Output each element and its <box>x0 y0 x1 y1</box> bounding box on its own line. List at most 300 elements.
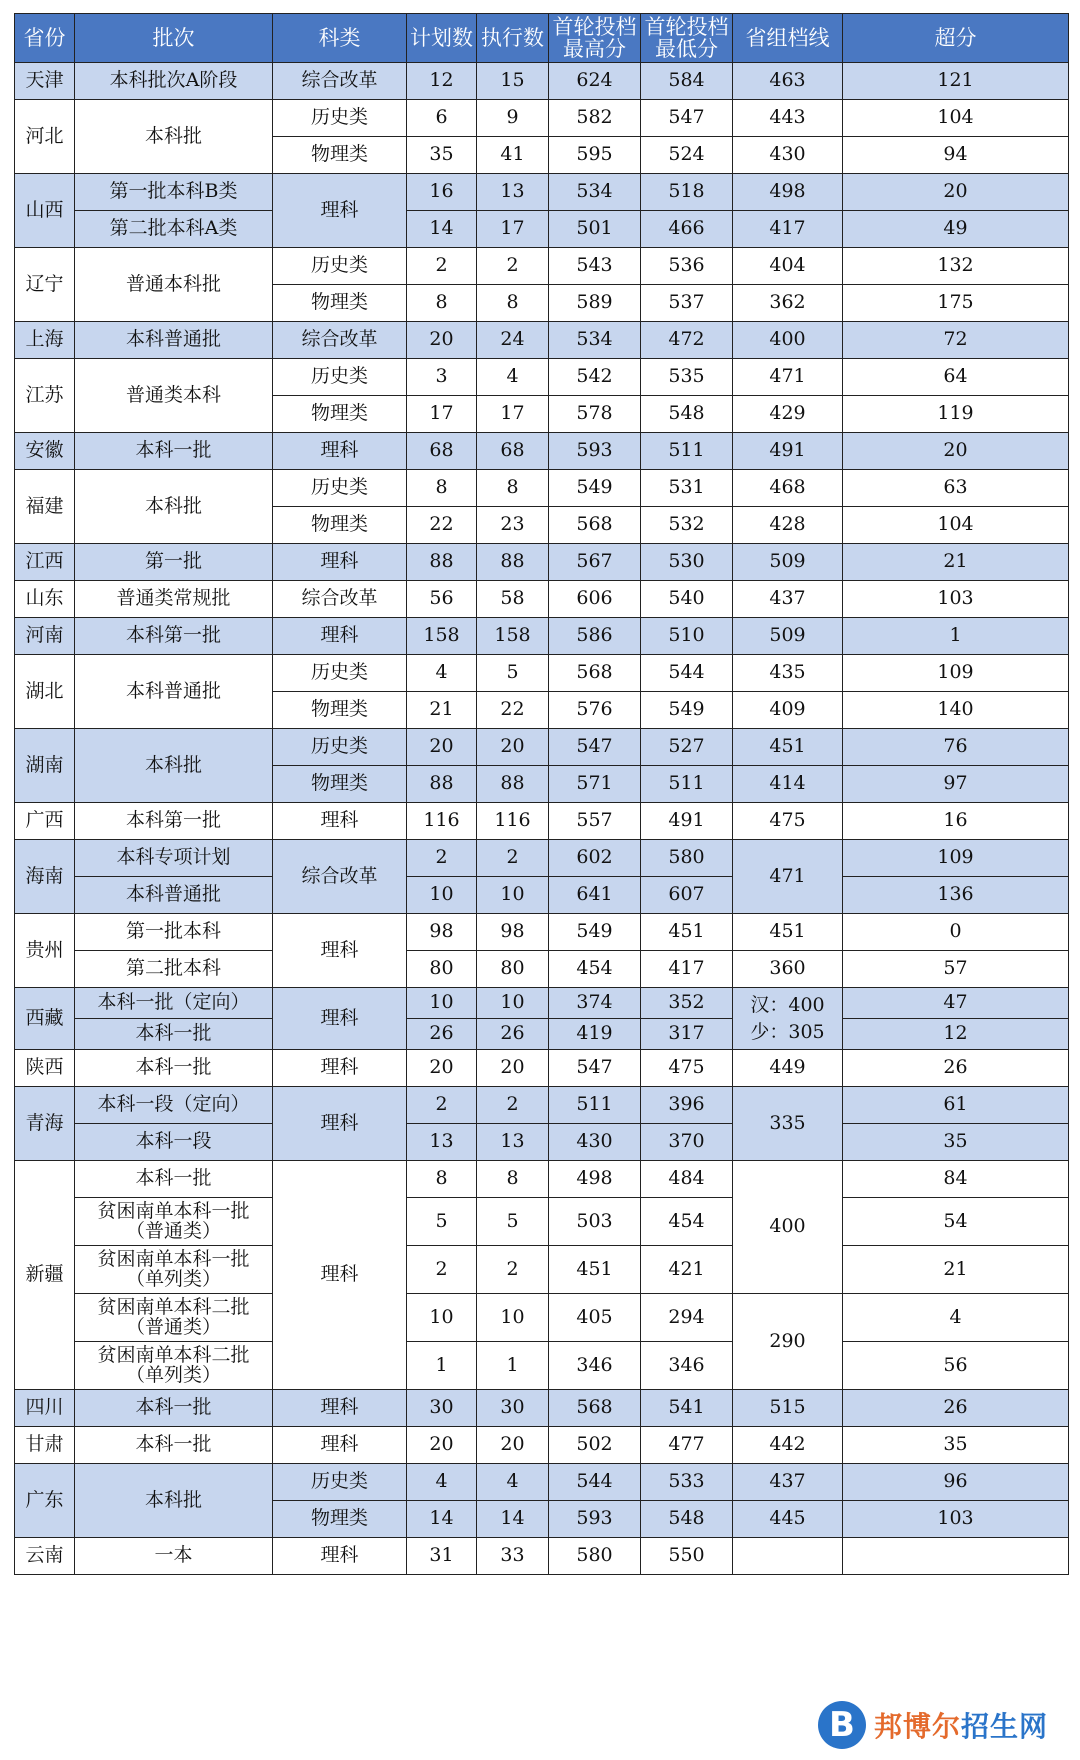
cell-plan: 80 <box>407 951 477 988</box>
cell-over: 12 <box>843 1019 1069 1050</box>
table-row <box>15 1050 1069 1087</box>
cell-batch: 本科第一批 <box>75 618 273 655</box>
cell-batch <box>75 1342 273 1390</box>
cell-min: 536 <box>641 248 733 285</box>
cell-exec: 15 <box>477 63 549 100</box>
cell-batch: 本科一批 <box>75 1390 273 1427</box>
cell-max: 593 <box>549 1501 641 1538</box>
cell-batch <box>75 1246 273 1294</box>
cell-max: 542 <box>549 359 641 396</box>
cell-exec: 23 <box>477 507 549 544</box>
cell-plan: 13 <box>407 1124 477 1161</box>
cell-max: 503 <box>549 1198 641 1246</box>
cell-plan: 4 <box>407 655 477 692</box>
cell-line: 360 <box>733 951 843 988</box>
cell-province: 湖北 <box>15 655 75 729</box>
cell-exec: 14 <box>477 1501 549 1538</box>
cell-line: 335 <box>733 1087 843 1161</box>
cell-min: 549 <box>641 692 733 729</box>
cell-exec: 13 <box>477 1124 549 1161</box>
cell-min: 491 <box>641 803 733 840</box>
cell-province: 福建 <box>15 470 75 544</box>
cell-over: 94 <box>843 137 1069 174</box>
cell-plan: 8 <box>407 470 477 507</box>
cell-over: 20 <box>843 174 1069 211</box>
cell-province: 河北 <box>15 100 75 174</box>
cell-exec: 20 <box>477 1050 549 1087</box>
cell-exec: 22 <box>477 692 549 729</box>
cell-min: 454 <box>641 1198 733 1246</box>
cell-min: 472 <box>641 322 733 359</box>
cell-line: 509 <box>733 544 843 581</box>
cell-exec: 158 <box>477 618 549 655</box>
cell-over: 26 <box>843 1390 1069 1427</box>
cell-exec: 9 <box>477 100 549 137</box>
watermark <box>818 1696 1068 1754</box>
cell-batch: 本科批 <box>75 729 273 803</box>
cell-batch: 普通类常规批 <box>75 581 273 618</box>
cell-plan: 4 <box>407 1464 477 1501</box>
cell-subject: 物理类 <box>273 766 407 803</box>
watermark-logo-icon: B <box>818 1701 866 1749</box>
cell-min: 352 <box>641 988 733 1019</box>
cell-province: 江苏 <box>15 359 75 433</box>
watermark-suffix: 招生网 <box>961 1710 1049 1743</box>
cell-plan: 22 <box>407 507 477 544</box>
cell-over <box>843 1538 1069 1575</box>
table-row <box>15 1464 1069 1501</box>
cell-over: 0 <box>843 914 1069 951</box>
cell-exec: 10 <box>477 1294 549 1342</box>
cell-over: 20 <box>843 433 1069 470</box>
cell-over: 49 <box>843 211 1069 248</box>
cell-over: 109 <box>843 840 1069 877</box>
cell-subject: 物理类 <box>273 507 407 544</box>
cell-min: 535 <box>641 359 733 396</box>
cell-over: 57 <box>843 951 1069 988</box>
table-row <box>15 1427 1069 1464</box>
cell-plan: 21 <box>407 692 477 729</box>
table-row <box>15 211 1069 248</box>
cell-batch: 本科一段（定向） <box>75 1087 273 1124</box>
cell-plan: 2 <box>407 1246 477 1294</box>
cell-plan: 10 <box>407 1294 477 1342</box>
cell-batch: 本科一批 <box>75 1427 273 1464</box>
cell-subject: 物理类 <box>273 285 407 322</box>
cell-subject: 历史类 <box>273 100 407 137</box>
table-row <box>15 581 1069 618</box>
header-over: 超分 <box>843 14 1069 63</box>
table-row <box>15 470 1069 507</box>
cell-batch: 本科批 <box>75 470 273 544</box>
cell-batch: 本科一批 <box>75 1019 273 1050</box>
header-province: 省份 <box>15 14 75 63</box>
cell-plan: 5 <box>407 1198 477 1246</box>
cell-max: 580 <box>549 1538 641 1575</box>
cell-line: 445 <box>733 1501 843 1538</box>
cell-exec: 5 <box>477 1198 549 1246</box>
cell-line-han: 汉：400 <box>750 993 825 1016</box>
cell-batch: 第二批本科 <box>75 951 273 988</box>
table-row <box>15 914 1069 951</box>
cell-max: 624 <box>549 63 641 100</box>
cell-min: 530 <box>641 544 733 581</box>
cell-plan: 3 <box>407 359 477 396</box>
cell-plan: 88 <box>407 544 477 581</box>
cell-over: 97 <box>843 766 1069 803</box>
cell-min: 547 <box>641 100 733 137</box>
header-max: 首轮投档最高分 <box>549 14 641 63</box>
cell-max: 547 <box>549 729 641 766</box>
cell-max: 586 <box>549 618 641 655</box>
cell-over: 103 <box>843 1501 1069 1538</box>
table-row <box>15 174 1069 211</box>
cell-province: 山东 <box>15 581 75 618</box>
cell-min: 580 <box>641 840 733 877</box>
cell-over: 35 <box>843 1124 1069 1161</box>
cell-exec: 2 <box>477 1087 549 1124</box>
cell-batch: 本科普通批 <box>75 877 273 914</box>
cell-batch: 本科一批 <box>75 1161 273 1198</box>
table-row <box>15 1294 1069 1342</box>
table-row <box>15 618 1069 655</box>
cell-max: 606 <box>549 581 641 618</box>
cell-over: 4 <box>843 1294 1069 1342</box>
cell-batch: 本科一批 <box>75 433 273 470</box>
cell-over: 47 <box>843 988 1069 1019</box>
admission-table-wrapper <box>14 13 1068 1575</box>
cell-max: 501 <box>549 211 641 248</box>
cell-exec: 88 <box>477 766 549 803</box>
cell-exec: 8 <box>477 470 549 507</box>
cell-plan: 88 <box>407 766 477 803</box>
cell-min: 527 <box>641 729 733 766</box>
table-row <box>15 951 1069 988</box>
watermark-text <box>874 1705 1048 1745</box>
cell-subject: 理科 <box>273 1538 407 1575</box>
cell-max: 534 <box>549 174 641 211</box>
cell-min: 511 <box>641 766 733 803</box>
cell-max: 568 <box>549 507 641 544</box>
cell-exec: 8 <box>477 285 549 322</box>
table-row <box>15 63 1069 100</box>
cell-min: 477 <box>641 1427 733 1464</box>
cell-over: 121 <box>843 63 1069 100</box>
cell-over: 140 <box>843 692 1069 729</box>
cell-line: 443 <box>733 100 843 137</box>
cell-exec: 5 <box>477 655 549 692</box>
cell-min: 532 <box>641 507 733 544</box>
cell-line: 468 <box>733 470 843 507</box>
cell-subject: 物理类 <box>273 692 407 729</box>
cell-exec: 17 <box>477 396 549 433</box>
cell-min: 548 <box>641 396 733 433</box>
cell-min: 548 <box>641 1501 733 1538</box>
cell-province: 广西 <box>15 803 75 840</box>
cell-max: 578 <box>549 396 641 433</box>
cell-line: 437 <box>733 1464 843 1501</box>
cell-province: 安徽 <box>15 433 75 470</box>
cell-province: 新疆 <box>15 1161 75 1390</box>
cell-plan: 10 <box>407 988 477 1019</box>
cell-plan: 6 <box>407 100 477 137</box>
cell-min: 421 <box>641 1246 733 1294</box>
cell-subject: 综合改革 <box>273 581 407 618</box>
cell-batch: 本科批 <box>75 1464 273 1538</box>
cell-max: 419 <box>549 1019 641 1050</box>
cell-over: 76 <box>843 729 1069 766</box>
cell-plan: 116 <box>407 803 477 840</box>
cell-line: 404 <box>733 248 843 285</box>
cell-over: 64 <box>843 359 1069 396</box>
cell-min: 451 <box>641 914 733 951</box>
cell-line: 437 <box>733 581 843 618</box>
cell-line-shao: 少：305 <box>750 1020 825 1043</box>
cell-plan: 2 <box>407 248 477 285</box>
cell-plan: 1 <box>407 1342 477 1390</box>
cell-plan: 14 <box>407 1501 477 1538</box>
header-subject: 科类 <box>273 14 407 63</box>
table-row <box>15 248 1069 285</box>
table-row <box>15 988 1069 1019</box>
table-row <box>15 100 1069 137</box>
cell-over: 136 <box>843 877 1069 914</box>
cell-over: 132 <box>843 248 1069 285</box>
cell-line <box>733 1538 843 1575</box>
cell-line: 428 <box>733 507 843 544</box>
cell-subject: 理科 <box>273 988 407 1050</box>
cell-max: 451 <box>549 1246 641 1294</box>
cell-over: 72 <box>843 322 1069 359</box>
cell-province: 山西 <box>15 174 75 248</box>
cell-min: 550 <box>641 1538 733 1575</box>
cell-max: 589 <box>549 285 641 322</box>
cell-plan: 158 <box>407 618 477 655</box>
cell-line: 290 <box>733 1294 843 1390</box>
cell-over: 35 <box>843 1427 1069 1464</box>
cell-line: 491 <box>733 433 843 470</box>
cell-line: 442 <box>733 1427 843 1464</box>
cell-batch-line2: （单列类） <box>125 1363 221 1386</box>
cell-province: 贵州 <box>15 914 75 988</box>
cell-exec: 4 <box>477 359 549 396</box>
cell-max: 593 <box>549 433 641 470</box>
cell-min: 537 <box>641 285 733 322</box>
header-line: 省组档线 <box>733 14 843 63</box>
cell-line: 451 <box>733 729 843 766</box>
cell-over: 84 <box>843 1161 1069 1198</box>
admission-score-table <box>14 13 1069 1575</box>
cell-subject: 理科 <box>273 433 407 470</box>
cell-province: 辽宁 <box>15 248 75 322</box>
cell-max: 454 <box>549 951 641 988</box>
cell-plan: 26 <box>407 1019 477 1050</box>
cell-max: 567 <box>549 544 641 581</box>
cell-plan: 14 <box>407 211 477 248</box>
table-row <box>15 322 1069 359</box>
cell-exec: 20 <box>477 729 549 766</box>
header-exec: 执行数 <box>477 14 549 63</box>
cell-over: 104 <box>843 507 1069 544</box>
cell-min: 584 <box>641 63 733 100</box>
cell-line: 471 <box>733 359 843 396</box>
cell-batch: 第二批本科A类 <box>75 211 273 248</box>
cell-subject: 历史类 <box>273 359 407 396</box>
cell-exec: 30 <box>477 1390 549 1427</box>
cell-line: 430 <box>733 137 843 174</box>
table-row <box>15 1161 1069 1198</box>
cell-max: 511 <box>549 1087 641 1124</box>
cell-plan: 10 <box>407 877 477 914</box>
cell-max: 405 <box>549 1294 641 1342</box>
cell-max: 549 <box>549 914 641 951</box>
cell-batch-line2: （普通类） <box>125 1219 221 1242</box>
cell-batch: 一本 <box>75 1538 273 1575</box>
cell-exec: 116 <box>477 803 549 840</box>
cell-plan: 68 <box>407 433 477 470</box>
cell-province: 西藏 <box>15 988 75 1050</box>
cell-province: 陕西 <box>15 1050 75 1087</box>
cell-plan: 20 <box>407 1427 477 1464</box>
cell-plan: 20 <box>407 322 477 359</box>
cell-province: 河南 <box>15 618 75 655</box>
cell-over: 26 <box>843 1050 1069 1087</box>
cell-exec: 4 <box>477 1464 549 1501</box>
table-row <box>15 1538 1069 1575</box>
cell-over: 103 <box>843 581 1069 618</box>
cell-batch: 本科普通批 <box>75 322 273 359</box>
cell-subject: 历史类 <box>273 470 407 507</box>
cell-subject: 物理类 <box>273 137 407 174</box>
cell-over: 61 <box>843 1087 1069 1124</box>
cell-min: 511 <box>641 433 733 470</box>
cell-min: 518 <box>641 174 733 211</box>
cell-line: 509 <box>733 618 843 655</box>
table-row <box>15 877 1069 914</box>
cell-batch: 普通类本科 <box>75 359 273 433</box>
cell-min: 540 <box>641 581 733 618</box>
cell-line: 400 <box>733 322 843 359</box>
cell-max: 374 <box>549 988 641 1019</box>
cell-exec: 80 <box>477 951 549 988</box>
cell-exec: 13 <box>477 174 549 211</box>
cell-batch: 普通本科批 <box>75 248 273 322</box>
cell-exec: 8 <box>477 1161 549 1198</box>
cell-batch <box>75 1294 273 1342</box>
cell-over: 1 <box>843 618 1069 655</box>
cell-batch-line1: 贫困南单本科一批 <box>97 1199 250 1222</box>
table-row <box>15 1124 1069 1161</box>
table-row <box>15 1198 1069 1246</box>
cell-line: 414 <box>733 766 843 803</box>
cell-exec: 2 <box>477 1246 549 1294</box>
cell-plan: 2 <box>407 840 477 877</box>
cell-subject: 历史类 <box>273 655 407 692</box>
cell-min: 607 <box>641 877 733 914</box>
cell-line: 515 <box>733 1390 843 1427</box>
cell-batch-line1: 贫困南单本科二批 <box>97 1295 250 1318</box>
cell-subject: 理科 <box>273 914 407 988</box>
cell-max: 571 <box>549 766 641 803</box>
cell-subject: 综合改革 <box>273 63 407 100</box>
table-row <box>15 655 1069 692</box>
cell-plan: 17 <box>407 396 477 433</box>
cell-min: 294 <box>641 1294 733 1342</box>
cell-province: 四川 <box>15 1390 75 1427</box>
cell-line: 498 <box>733 174 843 211</box>
cell-batch: 本科一批（定向） <box>75 988 273 1019</box>
cell-max: 544 <box>549 1464 641 1501</box>
cell-subject: 理科 <box>273 1087 407 1161</box>
cell-batch: 本科批 <box>75 100 273 174</box>
cell-over: 104 <box>843 100 1069 137</box>
cell-max: 568 <box>549 1390 641 1427</box>
cell-province: 甘肃 <box>15 1427 75 1464</box>
cell-line <box>733 988 843 1050</box>
cell-min: 317 <box>641 1019 733 1050</box>
watermark-brand: 邦博尔 <box>874 1710 962 1743</box>
cell-province: 江西 <box>15 544 75 581</box>
cell-plan: 8 <box>407 1161 477 1198</box>
cell-subject: 物理类 <box>273 1501 407 1538</box>
cell-batch: 第一批本科 <box>75 914 273 951</box>
cell-min: 544 <box>641 655 733 692</box>
cell-line: 400 <box>733 1161 843 1294</box>
cell-max: 498 <box>549 1161 641 1198</box>
cell-min: 524 <box>641 137 733 174</box>
cell-exec: 1 <box>477 1342 549 1390</box>
cell-subject: 历史类 <box>273 1464 407 1501</box>
cell-subject: 综合改革 <box>273 322 407 359</box>
cell-plan: 12 <box>407 63 477 100</box>
cell-plan: 35 <box>407 137 477 174</box>
cell-min: 346 <box>641 1342 733 1390</box>
cell-line: 449 <box>733 1050 843 1087</box>
cell-line: 463 <box>733 63 843 100</box>
cell-exec: 26 <box>477 1019 549 1050</box>
cell-min: 396 <box>641 1087 733 1124</box>
cell-max: 430 <box>549 1124 641 1161</box>
cell-line: 471 <box>733 840 843 914</box>
table-row <box>15 1342 1069 1390</box>
cell-subject: 理科 <box>273 803 407 840</box>
cell-exec: 24 <box>477 322 549 359</box>
table-row <box>15 840 1069 877</box>
cell-over: 119 <box>843 396 1069 433</box>
cell-over: 109 <box>843 655 1069 692</box>
cell-subject: 理科 <box>273 1390 407 1427</box>
cell-max: 543 <box>549 248 641 285</box>
cell-max: 602 <box>549 840 641 877</box>
cell-batch: 第一批本科B类 <box>75 174 273 211</box>
cell-line: 362 <box>733 285 843 322</box>
cell-over: 16 <box>843 803 1069 840</box>
cell-subject: 理科 <box>273 1050 407 1087</box>
cell-batch <box>75 1198 273 1246</box>
cell-subject: 物理类 <box>273 396 407 433</box>
cell-max: 576 <box>549 692 641 729</box>
header-batch: 批次 <box>75 14 273 63</box>
cell-batch: 本科一段 <box>75 1124 273 1161</box>
cell-batch: 本科专项计划 <box>75 840 273 877</box>
cell-max: 557 <box>549 803 641 840</box>
table-row <box>15 1019 1069 1050</box>
cell-batch-line2: （单列类） <box>125 1267 221 1290</box>
cell-exec: 10 <box>477 877 549 914</box>
cell-batch: 第一批 <box>75 544 273 581</box>
cell-plan: 31 <box>407 1538 477 1575</box>
cell-plan: 20 <box>407 729 477 766</box>
